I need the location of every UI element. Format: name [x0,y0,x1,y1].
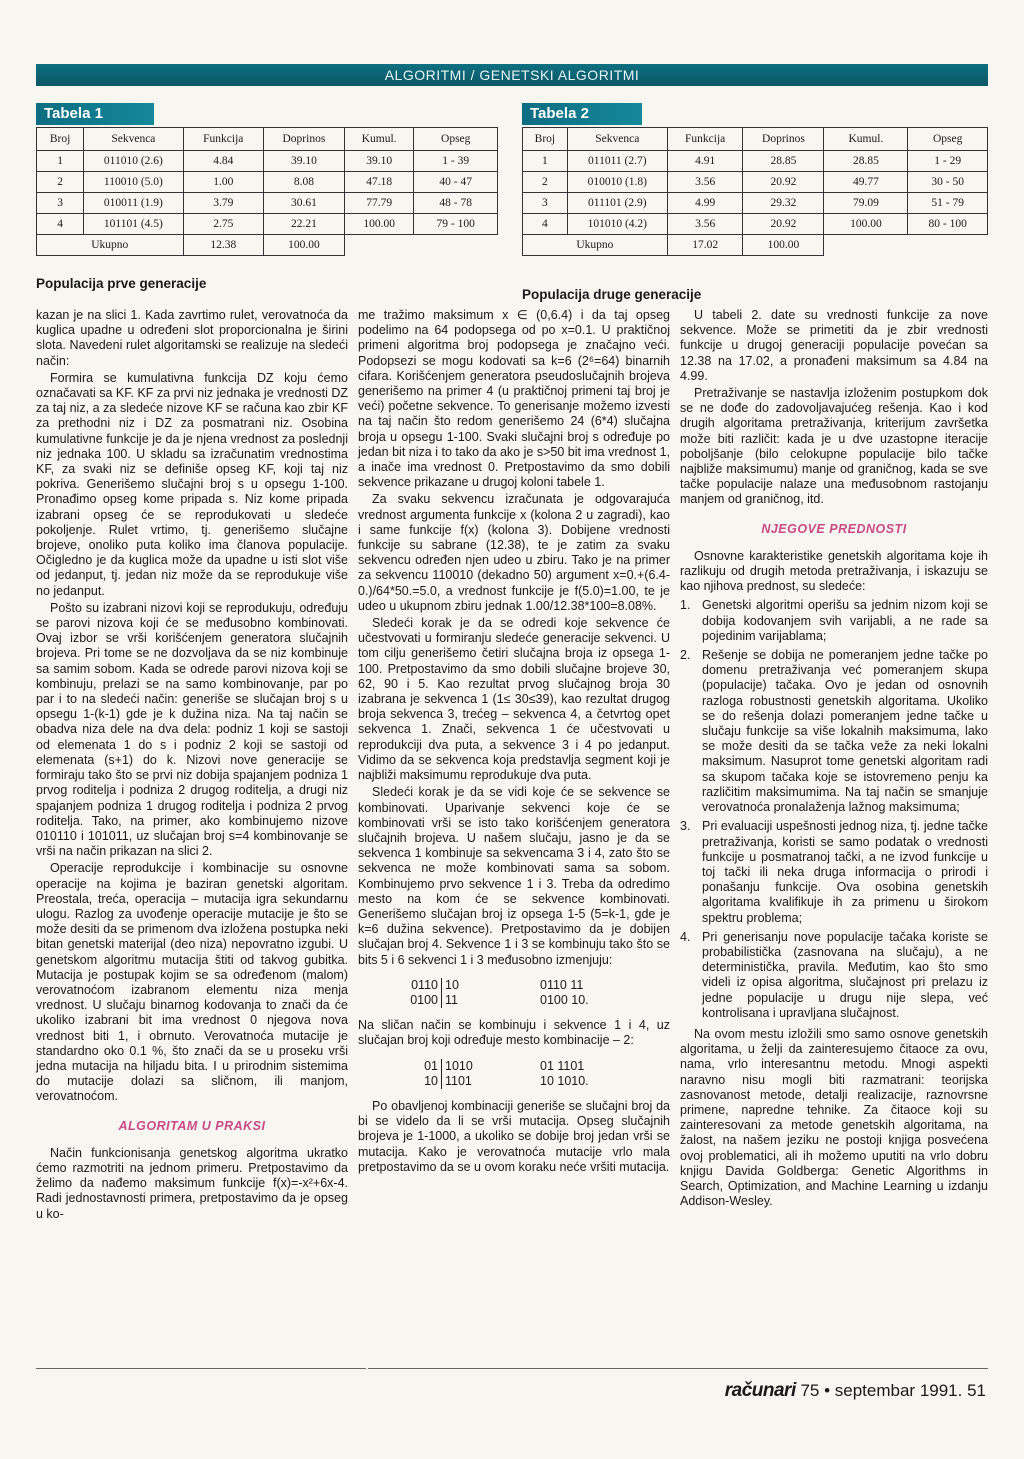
empty-cell [824,235,988,256]
page-footer [725,1380,986,1402]
section-header: ALGORITMI / GENETSKI ALGORITMI [36,64,988,86]
table-cell: 20.92 [743,172,824,193]
table-cell: 4.84 [183,151,263,172]
table1-caption: Populacija prve generacije [36,276,207,291]
total-value: 12.38 [183,235,263,256]
paragraph: Način funkcionisanja genetskog algoritma ukratko ćemo razmotriti na jednom primeru. Pretpostavimo da želimo da nađemo maksimum funkcije f(x)=-x²+6x-4. Radi jednostavnosti primera, pretpostavimo da je opseg u ko- [36,1145,348,1221]
table-cell: 40 - 47 [414,172,498,193]
column-header: Broj [523,128,568,151]
total-row [523,235,988,256]
column-header: Broj [37,128,84,151]
paragraph: Sledeći korak je da se odredi koje sekvence će učestvovati u formiranju sledeće generacije sekvenci. U tom cilju generišemo četiri slučajna broja iz opsega 1-100. Pretpostavimo da smo dobili slučajne brojeve 30, 62, 90 i 5. Kao rezultat prvog slučajnog broja 30 izabrana je sekvenca 1 (1≤ 30≤39), kao rezultat drugog broja sekvenca 3, trećeg – sekvenca 4, a četvrtog opet sekvenca 1. Znači, sekvenca 1 će učestvovati u reprodukciji dva puta, a sekvence 3 i 4 po jedanput. Vidimo da se sekvenca koja predstavlja segment koji je najbliži maksimumu reprodukuje dva puta. [358,616,670,783]
table-cell: 4 [37,214,84,235]
column-header: Doprinos [263,128,344,151]
list-item: 3. Pri evaluaciji uspešnosti jednog niza, tj. jedne tačke pretraživanja, koristi se samo podatak o vrednosti funkcije u posmatranoj tački, a ne izvod funkcije u toj tački ili neka druga informacija o prirodi i ponašanju funkcije. Ova osobina genetskih algoritama kvalifikuje ih za primenu u širokom spektru problema; [680,819,988,925]
binary-row: 01 1010 01 1101 [424,1058,585,1073]
table-cell: 30.61 [263,193,344,214]
table-cell: 101101 (4.5) [84,214,183,235]
paragraph: Za svaku sekvencu izračunata je odgovarajuća vrednost argumenta funkcije x (kolona 2 u zagradi), kao i same funkcije f(x) (kolona 3). Dobijene vrednosti funkcije su sabrane (12.38), te je zatim za svaku sekvencu određen njen udeo u zbiru. Tako je na primer za sekvencu 110010 (dekadno 50) argument x=0.+(6.4-0.)/64*50.=5.0, a vrednost funkcije je f(5.0)=1.00, te je udeo u ukupnom zbiru jednak 1.00/12.38*100=8.08%. [358,492,670,613]
table-cell: 77.79 [344,193,414,214]
table-cell: 011010 (2.6) [84,151,183,172]
table-cell: 4.99 [667,193,743,214]
total-row [37,235,498,256]
table2 [522,127,988,256]
paragraph: kazan je na slici 1. Kada zavrtimo rulet, verovatnoća da kuglica upadne u određeni slot proporcionalna je širini slota. Navedeni rulet algoritamski se realizuje na sledeći način: [36,308,348,368]
table-cell: 22.21 [263,214,344,235]
issue-info: 75 • septembar 1991. 51 [800,1381,986,1400]
table-row [523,193,988,214]
table-cell: 3 [523,193,568,214]
table-cell: 28.85 [824,151,908,172]
column-header: Sekvenca [84,128,183,151]
paragraph: Operacije reprodukcije i kombinacije su osnovne operacije na kojima je baziran genetski algoritam. Preostala, treća, operacija – mutacija igra sekundarnu ulogu. Razlog za uvođenje operacije mutacije je što se može desiti da se primenom dva izložena postupka neki bitan genetski materijal (deo niza) nepovratno izgubi. U genetskom algoritmu mutacija štiti od takvog gubitka. Mutacija je postupak kojim se sa određenom (malom) verovatnoćom izabranom elementu niza menja vrednost. U slučaju binarnog kodovanja to znači da će ukoliko izabrani bit ima vrednost 0 njegova nova vrednost biti 1, i obrnuto. Verovatnoća mutacije je standardno oko 0.1 %, što znači da se u proseku vrši jedna mutacija na hiljadu bita. I u prirodnim sistemima do mutacije dolazi sa sličnom, ili manjom, verovatnoćom. [36,861,348,1104]
table-row [523,214,988,235]
table-cell: 1.00 [183,172,263,193]
table-cell: 2 [37,172,84,193]
table-cell: 3.56 [667,214,743,235]
table-cell: 79 - 100 [414,214,498,235]
table-cell: 39.10 [263,151,344,172]
binary-example-2 [358,1059,670,1089]
table-cell: 39.10 [344,151,414,172]
column-header: Opseg [414,128,498,151]
table-cell: 3.56 [667,172,743,193]
paragraph: Pretraživanje se nastavlja izloženim postupkom dok se ne dođe do zadovoljavajućeg rešenja. Kao i kod drugih algoritama pretraživanja, kriterijum završetka može biti različit: kada je u dve uzastopne iteracije poboljšanje (bilo celokupne populacije bilo tačke najbliže maksimumu) manje od graničnog, kada se sve tačke populacije nalaze una međusobnom rastojanju manjem od graničnog, itd. [680,386,988,507]
table-cell: 3.79 [183,193,263,214]
table-cell: 101010 (4.2) [567,214,667,235]
table-cell: 4.91 [667,151,743,172]
divider [368,1368,988,1369]
magazine-logo: računari [724,1380,796,1401]
table-cell: 2.75 [183,214,263,235]
total-label: Ukupno [523,235,668,256]
section-heading: ALGORITAM U PRAKSI [118,1118,266,1133]
table-row [37,193,498,214]
column-header: Sekvenca [567,128,667,151]
table-cell: 30 - 50 [908,172,988,193]
table-cell: 110010 (5.0) [84,172,183,193]
paragraph: Formira se kumulativna funkcija DZ koju ćemo označavati sa KF. KF za prvi niz jednaka je vrednosti DZ za taj niz, a za sledeće nizove KF se računa kao zbir KF za prethodni niz i DZ za posmatrani niz. Osobina kumulativne funkcije je da je njena vrednost za poslednji niz jednaka 100. U skladu sa izračunatim vrednostima KF, za svaki niz se definiše opseg KF, koji taj niz pokriva. Generišemo slučajni broj s u opsegu 1-100. Pronađimo opseg kome pripada s. Niz kome pripada izabrani opseg će se reprodukovati u sledeće pokoljenje. Rulet vrtimo, tj. generišemo slučajne brojeve, onoliko puta koliko ima članova populacije. Očigledno je da kuglica može da upadne u isti slot više od jedanput, tj. jedan niz može da se reprodukuje više no jedanput. [36,370,348,598]
list-item: 1. Genetski algoritmi operišu sa jednim nizom koji se dobija kodovanjem svih varijabli, a ne rade sa pojedinim varijablama; [680,598,988,643]
column-3 [680,308,988,1211]
paragraph: Po obavljenoj kombinaciji generiše se slučajni broj da bi se videlo da li se vrši mutacija. Opseg slučajnih brojeva je 1-1000, a ukoliko se dobije broj jedan vrši se mutacija. Kako je verovatnoća mutacije vrlo mala pretpostavimo da se u ovom koraku neće vršiti mutacija. [358,1098,670,1174]
binary-example-1 [358,978,670,1008]
total-value: 100.00 [263,235,344,256]
paragraph: Na ovom mestu izložili smo samo osnove genetskih algoritama, u želji da zainteresujemo čitaoce za ovu, nama, vrlo interesantnu metodu. Mnogi aspekti naravno nisu mogli biti razmatrani: teorijska zasnovanost metode, detalji realizacije, raznovrsne primene, napredne tehnike. Za čitaoce koji su zainteresovani za metode genetskih algoritama, na žalost, na našem jeziku ne postoji knjiga posvećena ovoj problematici, ali ih možemo uputiti na vrlo dobru knjigu Davida Goldberga: Genetic Algorithms in Search, Optimization, and Machine Learning u izdanju Addison-Wesley. [680,1026,988,1209]
table-cell: 49.77 [824,172,908,193]
paragraph: Osnovne karakteristike genetskih algoritama koje ih razlikuju od drugih metoda pretraživanja, i iskazuju se kao njihova prednost, su sledeće: [680,548,988,594]
table2-title: Tabela 2 [522,103,642,125]
advantages-list [680,598,988,1020]
list-item: 2. Rešenje se dobija ne pomeranjem jedne tačke po domenu pretraživanja već pomeranjem skupa (populacije) tačaka. Ovo je jedan od osnovnih razloga robustnosti genetskih algoritama. Ukoliko se do rešenja dolazi pomeranjem jedne tačke u slučaju funkcije sa više lokalnih maksimuma, lako se može desiti da se tačka veže za neki lokalni maksimum. Nasuprot tome genetski algoritam radi sa skupom tačaka koje se istovremeno penju ka različitim maksimumima. Na taj način se smanjuje verovatnoća pronalaženja lažnog maksimuma; [680,648,988,815]
table1 [36,127,498,256]
table-cell: 100.00 [344,214,414,235]
table-header-row [523,128,988,151]
column-header: Kumul. [824,128,908,151]
table-cell: 1 [37,151,84,172]
table-cell: 1 [523,151,568,172]
paragraph: Pošto su izabrani nizovi koji se reprodukuju, određuju se parovi nizova koji će se međusobno kombinovati. Ovaj izbor se vrši korišćenjem generatora slučajnih brojeva. Pri tome se ne dozvoljava da se niz kombinuje sa samim sobom. Kada se odrede parovi nizova koji se kombinuju, prelazi se na samo kombinovanje, par po par i to na sledeći način: generiše se slučajan broj s u opsegu 1-(k-1) gde je k dužina niza. Na taj način se obadva niza dele na dva dela: podniz 1 koji se sastoji od elemenata 1 do s i podniz 2 koji se sastoji od elemenata (s+1) do k. Nizovi nove generacije se formiraju tako što se prvi niz dobija spajanjem podniza 1 prvog roditelja i podniza 2 drugog roditelja, a drugi niz spajanjem podniza 1 drugog roditelja i podniza 2 prvog roditelja. Tako, na primer, ako kombinujemo nizove 010110 i 101011, uz slučajan broj s=4 kombinovanje se vrši na način prikazan na slici 2. [36,600,348,859]
binary-row: 0100 11 0100 10. [410,992,589,1007]
table-cell: 1 - 39 [414,151,498,172]
table-row [37,214,498,235]
table-cell: 4 [523,214,568,235]
table-cell: 3 [37,193,84,214]
table-cell: 29.32 [743,193,824,214]
table-cell: 20.92 [743,214,824,235]
table-cell: 28.85 [743,151,824,172]
total-value: 100.00 [743,235,824,256]
table-cell: 47.18 [344,172,414,193]
column-header: Opseg [908,128,988,151]
table-cell: 011101 (2.9) [567,193,667,214]
total-value: 17.02 [667,235,743,256]
table1-title: Tabela 1 [36,103,154,125]
list-item: 4. Pri generisanju nove populacije tačaka koriste se probabilistička (zasnovana na slučaju), a ne deterministička, pravila. Međutim, kao što smo videli iz opisa algoritma, slučajnost pri prelazu iz jedne populacije u drugu nije slepa, već kontrolisana i upravljana slučajnost. [680,929,988,1020]
column-header: Kumul. [344,128,414,151]
column-header: Funkcija [183,128,263,151]
table-cell: 100.00 [824,214,908,235]
empty-cell [344,235,497,256]
table-cell: 2 [523,172,568,193]
table-cell: 8.08 [263,172,344,193]
column-1 [36,308,348,1224]
table-cell: 51 - 79 [908,193,988,214]
divider [36,1368,366,1369]
table-row [37,151,498,172]
table-cell: 011011 (2.7) [567,151,667,172]
table-row [523,172,988,193]
paragraph: me tražimo maksimum x ∈ (0,6.4) i da taj opseg podelimo na 64 podopsega od po x=0.1. U praktičnoj primeni algoritma broj podopsega je značajno veći. Podopsezi se mogu kodovati sa k=6 (2⁶=64) binarnih cifara. Korišćenjem generatora pseudoslučajnih brojeva generišemo na primer 4 (u praktičnoj primeni taj broj je veći) početne sekvence. To generisanje možemo izvesti na taj način što redom generišemo 24 (6*4) slučajna broja u opsegu 1-100. Svaki slučajni broj s određuje po jedan bit niza i to tako da ako je s>50 bit ima vrednost 1, a inače ima vrednost 0. Pretpostavimo da smo dobili sekvence prikazane u drugoj koloni tabele 1. [358,308,670,490]
binary-row: 10 1101 10 1010. [424,1073,589,1088]
table-cell: 1 - 29 [908,151,988,172]
table-row [523,151,988,172]
paragraph: Na sličan način se kombinuju i sekvence 1 i 4, uz slučajan broj koji određuje mesto kombinacije – 2: [358,1018,670,1048]
column-header: Doprinos [743,128,824,151]
table-cell: 79.09 [824,193,908,214]
total-label: Ukupno [37,235,184,256]
column-2 [358,308,670,1177]
paragraph: Sledeći korak je da se vidi koje će se sekvence se kombinovati. Uparivanje sekvenci koje će se kombinovati vrši se isto tako korišćenjem generatora slučajnih brojeva. U našem slučaju, jasno je da se sekvenca 1 kombinuje sa sekvencama 3 i 4, zato što se sekvenca ne može kombinovati sama sa sobom. Kombinujemo prvo sekvence 1 i 3. Treba da odredimo mesto na kom će se sekvence kombinovati. Generišemo slučajan broj iz opsega 1-5 (5=k-1, gde je k=6 dužina sekvence). Pretpostavimo da je dobijen slučajan broj 4. Sekvence 1 i 3 se kombinuju tako što se bits 5 i 6 sekvenci 1 i 3 međusobno izmenjuju: [358,785,670,967]
table-header-row [37,128,498,151]
column-header: Funkcija [667,128,743,151]
table-cell: 010011 (1.9) [84,193,183,214]
table-row [37,172,498,193]
table2-caption: Populacija druge generacije [522,287,702,302]
table-cell: 80 - 100 [908,214,988,235]
binary-row: 0110 10 0110 11 [411,977,584,992]
section-heading: NJEGOVE PREDNOSTI [761,521,907,536]
paragraph: U tabeli 2. date su vrednosti funkcije za nove sekvence. Može se primetiti da je zbir vrednosti funkcije u drugoj generaciji populacije povećan sa 12.38 na 17.02, a pronađeni maksimum sa 4.84 na 4.99. [680,308,988,383]
table-cell: 48 - 78 [414,193,498,214]
table-cell: 010010 (1.8) [567,172,667,193]
